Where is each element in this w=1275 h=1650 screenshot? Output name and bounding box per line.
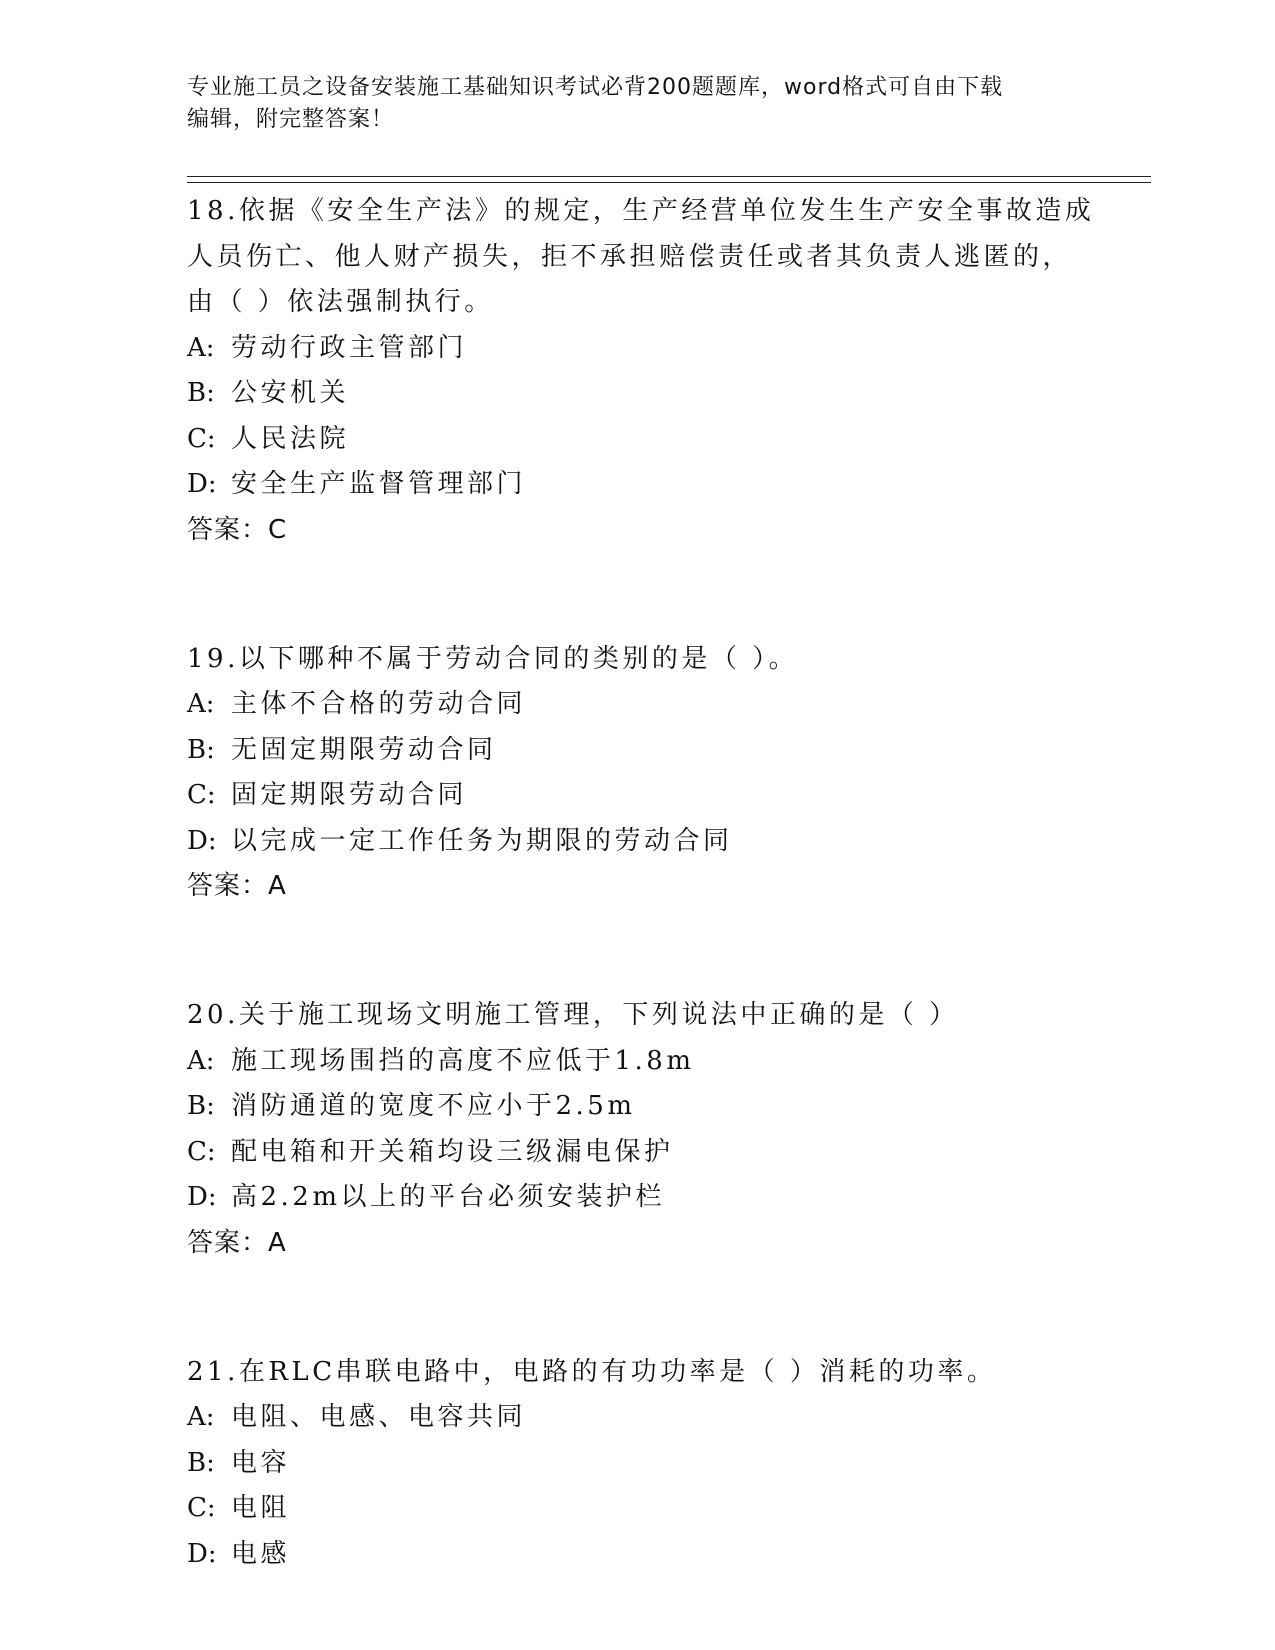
option-letter: A: [187, 1045, 215, 1076]
option-letter: C: [187, 1493, 216, 1523]
option-letter: A: [187, 332, 215, 363]
answer-line: 答案：A [187, 871, 287, 901]
option-c [187, 417, 1117, 463]
document-header [187, 72, 1067, 136]
option-text: 电阻、电感、电容共同 [231, 1402, 527, 1432]
option-letter: C: [187, 1136, 216, 1167]
option-c [187, 1486, 1117, 1532]
header-line-1: 专业施工员之设备安装施工基础知识考试必背200题题库，word格式可自由下载 [187, 75, 1004, 100]
option-text: 配电箱和开关箱均设三级漏电保护 [231, 1136, 674, 1167]
option-letter: D: [187, 469, 217, 499]
option-a [187, 326, 1117, 372]
question-20 [187, 993, 1117, 1266]
option-letter: B: [187, 1091, 215, 1121]
option-text: 电感 [231, 1538, 291, 1569]
option-text: 劳动行政主管部门 [231, 332, 468, 363]
option-c [187, 773, 1117, 819]
question-18 [187, 189, 1117, 553]
option-text: 主体不合格的劳动合同 [231, 689, 527, 719]
option-text: 人民法院 [231, 423, 350, 454]
answer-line: 答案：C [187, 514, 288, 545]
option-a [187, 1039, 1117, 1085]
option-b [187, 728, 1117, 774]
question-list [187, 189, 1117, 1577]
header-line-2: 编辑，附完整答案！ [187, 107, 395, 132]
option-letter: A: [187, 1402, 215, 1432]
option-d [187, 819, 1117, 865]
option-text: 消防通道的宽度不应小于2.5m [231, 1091, 636, 1121]
question-text-line: 人员伤亡、他人财产损失，拒不承担赔偿责任或者其负责人逃匿的， [187, 241, 1073, 272]
option-letter: D: [187, 825, 217, 856]
option-text: 施工现场围挡的高度不应低于1.8m [231, 1045, 695, 1076]
option-letter: D: [187, 1182, 217, 1212]
option-b [187, 371, 1117, 417]
question-text-line: 19.以下哪种不属于劳动合同的类别的是（ ）。 [187, 643, 799, 674]
option-c [187, 1130, 1117, 1176]
option-b [187, 1441, 1117, 1487]
option-d [187, 462, 1117, 508]
header-divider-bottom [187, 182, 1151, 183]
option-text: 电容 [231, 1447, 291, 1478]
option-text: 固定期限劳动合同 [231, 780, 468, 810]
option-a [187, 1395, 1117, 1441]
option-text: 以完成一定工作任务为期限的劳动合同 [231, 825, 733, 856]
option-text: 高2.2m以上的平台必须安装护栏 [231, 1182, 666, 1212]
option-letter: C: [187, 780, 216, 810]
option-text: 公安机关 [231, 378, 350, 408]
option-d [187, 1175, 1117, 1221]
option-text: 安全生产监督管理部门 [231, 469, 527, 499]
option-letter: B: [187, 378, 215, 408]
question-text-line: 由（ ）依法强制执行。 [187, 287, 494, 317]
question-spacer [187, 1266, 1117, 1350]
answer-line: 答案：A [187, 1227, 287, 1258]
option-letter: B: [187, 1447, 215, 1478]
question-spacer [187, 553, 1117, 637]
question-19 [187, 637, 1117, 910]
option-letter: B: [187, 734, 215, 765]
option-letter: D: [187, 1538, 217, 1569]
option-a [187, 682, 1117, 728]
option-d [187, 1532, 1117, 1578]
question-spacer [187, 909, 1117, 993]
option-b [187, 1084, 1117, 1130]
question-text-line: 20.关于施工现场文明施工管理，下列说法中正确的是（ ） [187, 1000, 959, 1030]
header-divider-top [187, 176, 1151, 177]
option-text: 电阻 [231, 1493, 291, 1523]
option-letter: C: [187, 423, 216, 454]
question-text-line: 21.在RLC串联电路中，电路的有功功率是（ ）消耗的功率。 [187, 1356, 997, 1387]
option-text: 无固定期限劳动合同 [231, 734, 497, 765]
question-21 [187, 1350, 1117, 1578]
question-text-line: 18.依据《安全生产法》的规定，生产经营单位发生生产安全事故造成 [187, 196, 1095, 226]
option-letter: A: [187, 689, 215, 719]
